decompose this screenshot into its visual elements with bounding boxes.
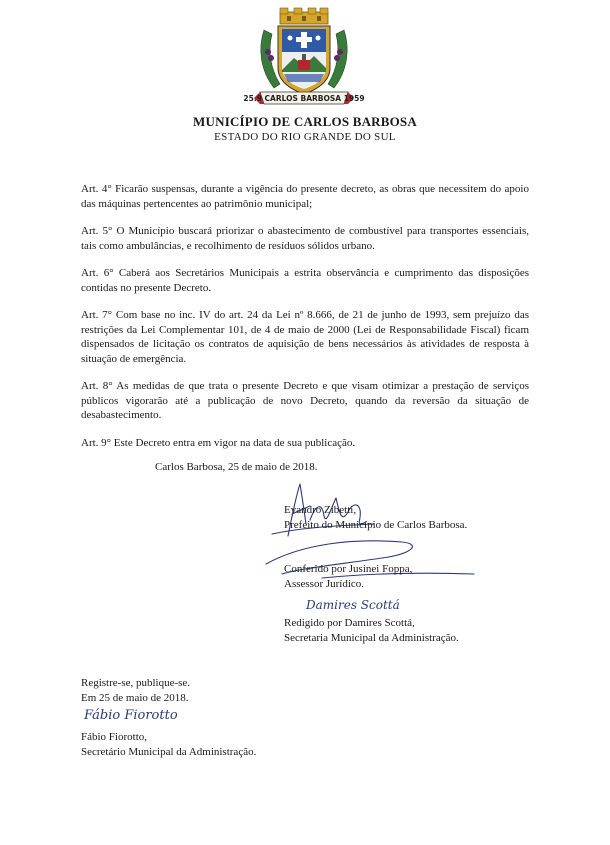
legal-advisor-block xyxy=(284,562,412,591)
crest-scroll-text: 25.9 CARLOS BARBOSA 1959 xyxy=(243,94,365,103)
drafter-line1: Redigido por Damires Scottá, xyxy=(284,617,415,629)
state-subtitle: ESTADO DO RIO GRANDE DO SUL xyxy=(214,131,396,143)
article-9: Art. 9° Este Decreto entra em vigor na data de sua publicação. xyxy=(81,436,356,449)
secretary-signature: Fábio Fiorotto xyxy=(84,708,178,723)
drafter-signature: Damires Scottá xyxy=(306,598,400,612)
registration-line1: Registre-se, publique-se. xyxy=(81,677,191,689)
municipality-title: MUNICÍPIO DE CARLOS BARBOSA xyxy=(193,114,417,129)
mayor-role: Prefeito do Município de Carlos Barbosa. xyxy=(284,518,468,531)
place-and-date: Carlos Barbosa, 25 de maio de 2018. xyxy=(155,461,318,473)
municipal-coat-of-arms xyxy=(243,8,365,110)
drafter-line2: Secretaria Municipal da Administração. xyxy=(284,631,459,644)
registration-line2: Em 25 de maio de 2018. xyxy=(81,691,189,704)
drafter-block xyxy=(284,616,459,645)
secretary-name: Fábio Fiorotto, xyxy=(81,731,148,743)
article-7: Art. 7° Com base no inc. IV do art. 24 da Lei nº 8.666, de 21 de junho de 1993, sem prejuízo das restrições da Lei Complementar 101, de 4 de maio de 2000 (Lei de Responsabilidade Fiscal) ficam dispensados de licitação os contratos de aquisição de bens necessários às atividades de resposta à situação de emergência. xyxy=(81,309,529,365)
legal-advisor-line2: Assessor Jurídico. xyxy=(284,577,365,590)
coat-of-arms-icon xyxy=(243,8,365,110)
registration-block xyxy=(81,676,190,705)
mayor-name: Evandro Zibetti, xyxy=(284,504,357,516)
legal-advisor-line1: Conferido por Jusinei Foppa, xyxy=(284,563,413,575)
mayor-signature-block xyxy=(284,503,467,532)
secretary-block xyxy=(81,730,256,759)
article-5: Art. 5° O Município buscará priorizar o abastecimento de combustível para transportes essenciais, tais como ambulâncias, e recolhimento de resíduos sólidos urbano. xyxy=(81,225,529,252)
article-8: Art. 8° As medidas de que trata o presente Decreto e que visam otimizar a prestação de serviços públicos vigorarão até a publicação de novo Decreto, quando da reversão da situação de desabastecimento. xyxy=(81,380,529,421)
decree-articles xyxy=(81,182,529,463)
article-4: Art. 4° Ficarão suspensas, durante a vigência do presente decreto, as obras que necessitem do apoio das máquinas pertencentes ao patrimônio municipal; xyxy=(81,183,529,210)
secretary-role: Secretário Municipal da Administração. xyxy=(81,745,257,758)
article-6: Art. 6° Caberá aos Secretários Municipais a estrita observância e cumprimento das disposições contidas no presente Decreto. xyxy=(81,267,529,294)
